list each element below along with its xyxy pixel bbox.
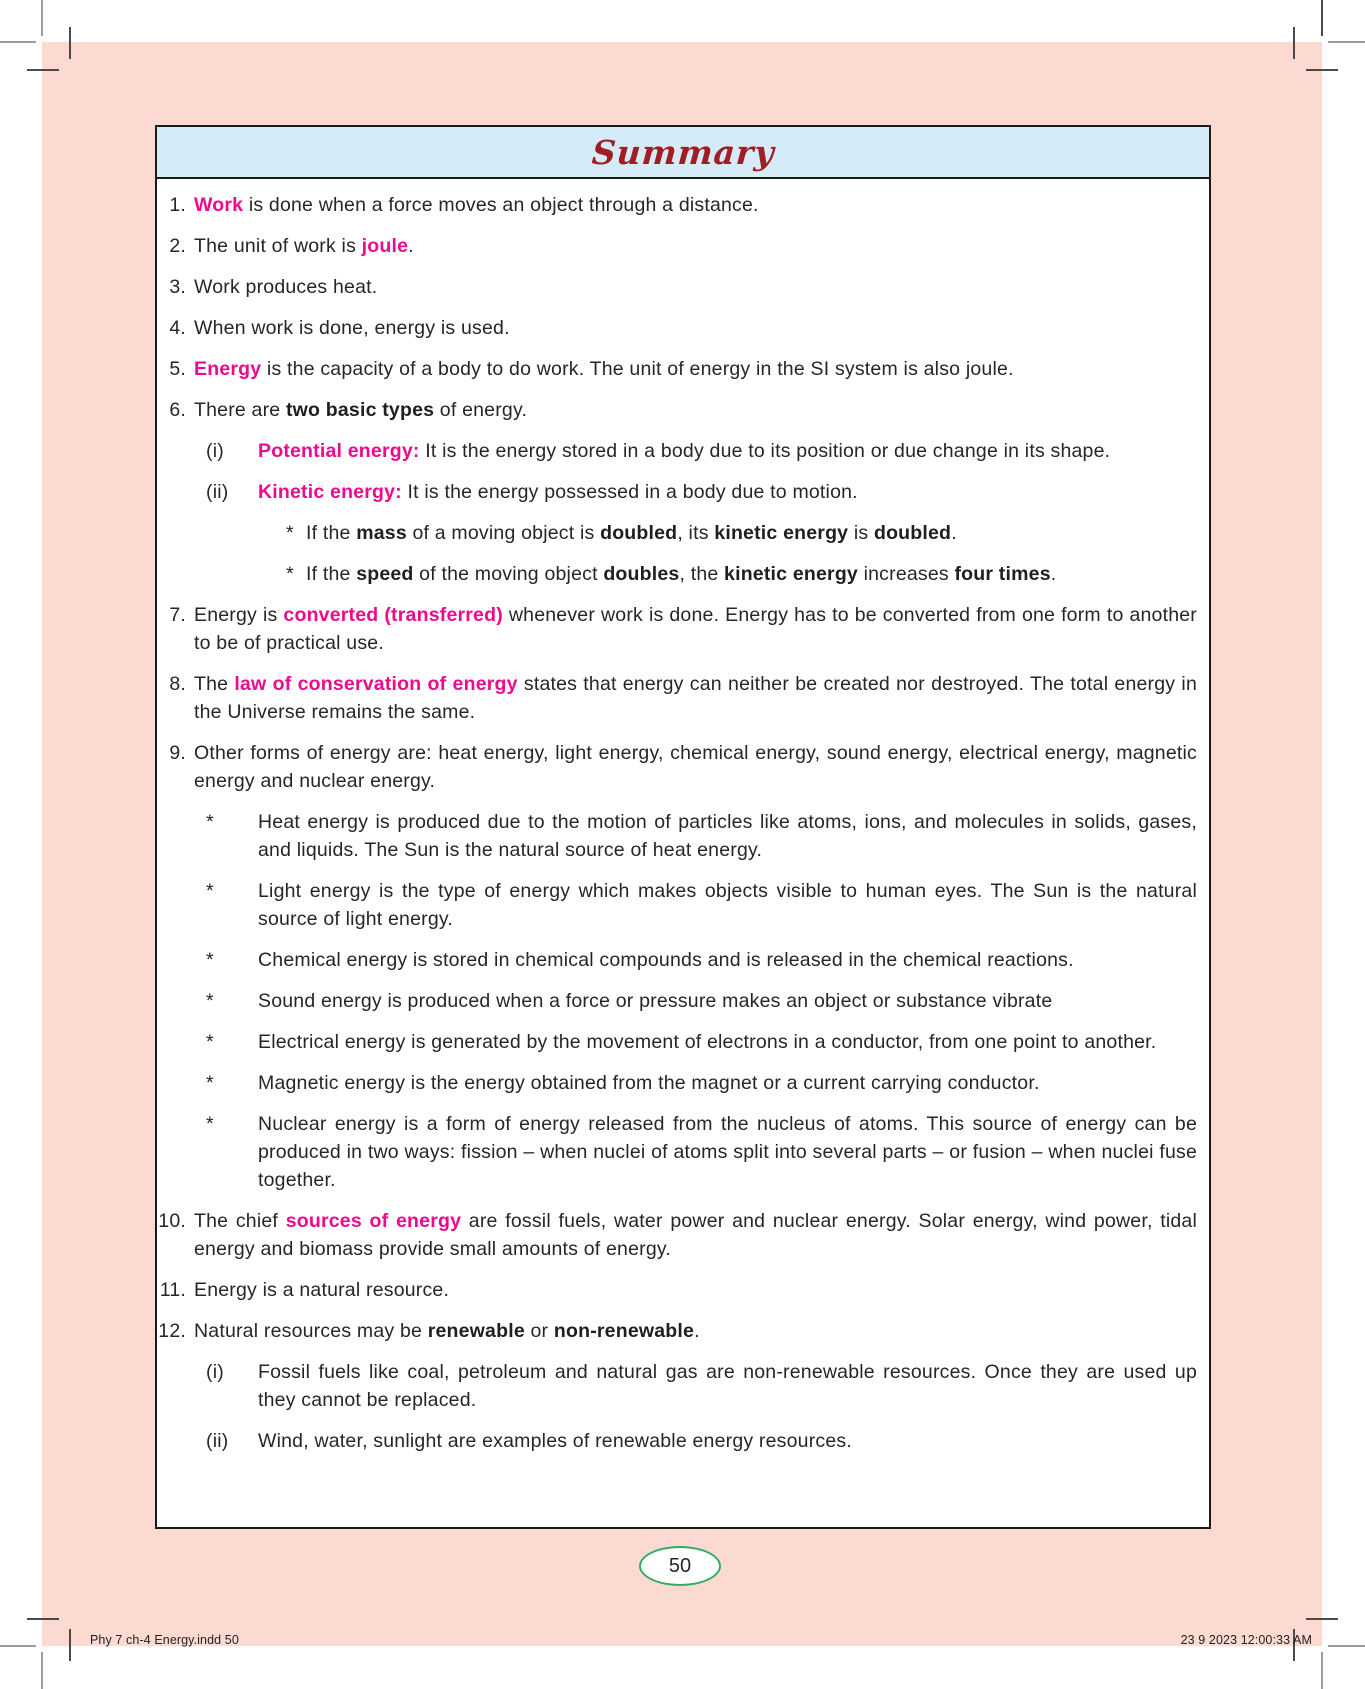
list-item [157,396,1197,424]
list-item [157,1358,1197,1414]
summary-box [155,125,1211,1529]
list-marker: * [206,1031,214,1053]
crop-mark [41,0,43,36]
list-text: The law of conservation of energy states that energy can neither be created nor destroyed. The total energy in the Universe remains the same. [194,673,1197,723]
list-marker: 6. [169,399,186,421]
list-item [157,273,1197,301]
page-number-badge [639,1546,721,1586]
list-marker: 4. [169,317,186,339]
list-marker: 12. [158,1320,186,1342]
crop-mark [27,1618,59,1620]
list-marker: 2. [169,235,186,257]
list-text: Nuclear energy is a form of energy released from the nucleus of atoms. This source of energy can be produced in two ways: fission – when nuclei of atoms split into several parts – or fusion – when nuclei fuse together. [258,1113,1197,1191]
list-item [157,314,1197,342]
list-marker: * [206,990,214,1012]
crop-mark [1306,1618,1338,1620]
list-item [157,739,1197,795]
crop-mark [1293,27,1295,59]
list-text: Wind, water, sunlight are examples of renewable energy resources. [258,1430,852,1452]
list-item [157,877,1197,933]
list-item [157,1207,1197,1263]
list-text: Work produces heat. [194,276,378,298]
list-item [157,1110,1197,1194]
list-text: Potential energy: It is the energy stored in a body due to its position or due change in its shape. [258,440,1111,462]
list-text: There are two basic types of energy. [194,399,528,421]
list-item [157,1317,1197,1345]
list-marker: (i) [206,440,224,462]
list-text: The unit of work is joule. [194,235,414,257]
list-marker: * [206,880,214,902]
crop-mark [1321,1652,1323,1689]
list-marker: 9. [169,742,186,764]
footer-timestamp: 23 9 2023 12:00:33 AM [1180,1633,1312,1647]
list-item [157,519,1197,547]
list-text: Work is done when a force moves an object through a distance. [194,194,759,216]
list-item [157,946,1197,974]
list-item [157,355,1197,383]
list-item [157,808,1197,864]
list-item [157,1427,1197,1455]
crop-mark [27,69,59,71]
list-item [157,232,1197,260]
list-text: Sound energy is produced when a force or pressure makes an object or substance vibrate [258,990,1053,1012]
list-text: The chief sources of energy are fossil fuels, water power and nuclear energy. Solar energy, wind power, tidal energy and biomass provide small amounts of energy. [194,1210,1197,1260]
list-text: Chemical energy is stored in chemical compounds and is released in the chemical reactions. [258,949,1074,971]
summary-title: Summary [590,132,776,172]
crop-mark [69,1629,71,1661]
crop-mark [69,27,71,59]
list-marker: 8. [169,673,186,695]
list-marker: (ii) [206,1430,229,1452]
list-marker: * [286,522,294,544]
crop-mark [1321,0,1323,36]
list-marker: (ii) [206,481,229,503]
list-text: Energy is a natural resource. [194,1279,450,1301]
list-item [157,191,1197,219]
list-text: Kinetic energy: It is the energy possessed in a body due to motion. [258,481,858,503]
list-text: Energy is the capacity of a body to do work. The unit of energy in the SI system is also joule. [194,358,1014,380]
page-number: 50 [668,1554,692,1577]
summary-list [157,179,1209,1455]
list-marker: 10. [158,1210,186,1232]
list-marker: * [206,949,214,971]
list-text: Heat energy is produced due to the motion of particles like atoms, ions, and molecules in solids, gases, and liquids. The Sun is the natural source of heat energy. [258,811,1197,861]
list-item [157,670,1197,726]
list-marker: * [286,563,294,585]
list-text: Light energy is the type of energy which makes objects visible to human eyes. The Sun is the natural source of light energy. [258,880,1197,930]
list-text: Fossil fuels like coal, petroleum and natural gas are non-renewable resources. Once they are used up they cannot be replaced. [258,1361,1197,1411]
list-marker: 1. [169,194,186,216]
crop-mark [0,41,36,43]
list-marker: 3. [169,276,186,298]
list-item [157,1028,1197,1056]
crop-mark [1328,41,1365,43]
list-text: Natural resources may be renewable or non-renewable. [194,1320,700,1342]
list-marker: * [206,1072,214,1094]
list-marker: (i) [206,1361,224,1383]
list-marker: 7. [169,604,186,626]
list-item [157,478,1197,506]
list-text: Electrical energy is generated by the movement of electrons in a conductor, from one point to another. [258,1031,1157,1053]
crop-mark [41,1652,43,1689]
list-text: When work is done, energy is used. [194,317,510,339]
list-item [157,987,1197,1015]
list-marker: 11. [159,1279,186,1301]
crop-mark [0,1645,36,1647]
list-text: Other forms of energy are: heat energy, light energy, chemical energy, sound energy, electrical energy, magnetic energy and nuclear energy. [194,742,1197,792]
footer-filename: Phy 7 ch-4 Energy.indd 50 [90,1633,239,1647]
list-marker: * [206,811,214,833]
list-item [157,1069,1197,1097]
crop-mark [1328,1645,1365,1647]
list-text: If the mass of a moving object is doubled, its kinetic energy is doubled. [306,522,957,544]
list-item [157,601,1197,657]
list-text: Magnetic energy is the energy obtained from the magnet or a current carrying conductor. [258,1072,1040,1094]
crop-mark [1306,69,1338,71]
list-item [157,437,1197,465]
list-marker: 5. [169,358,186,380]
summary-header [157,127,1209,179]
list-text: Energy is converted (transferred) whenever work is done. Energy has to be converted from one form to another to be of practical use. [194,604,1197,654]
list-item [157,1276,1197,1304]
list-marker: * [206,1113,214,1135]
list-text: If the speed of the moving object doubles, the kinetic energy increases four times. [306,563,1057,585]
list-item [157,560,1197,588]
